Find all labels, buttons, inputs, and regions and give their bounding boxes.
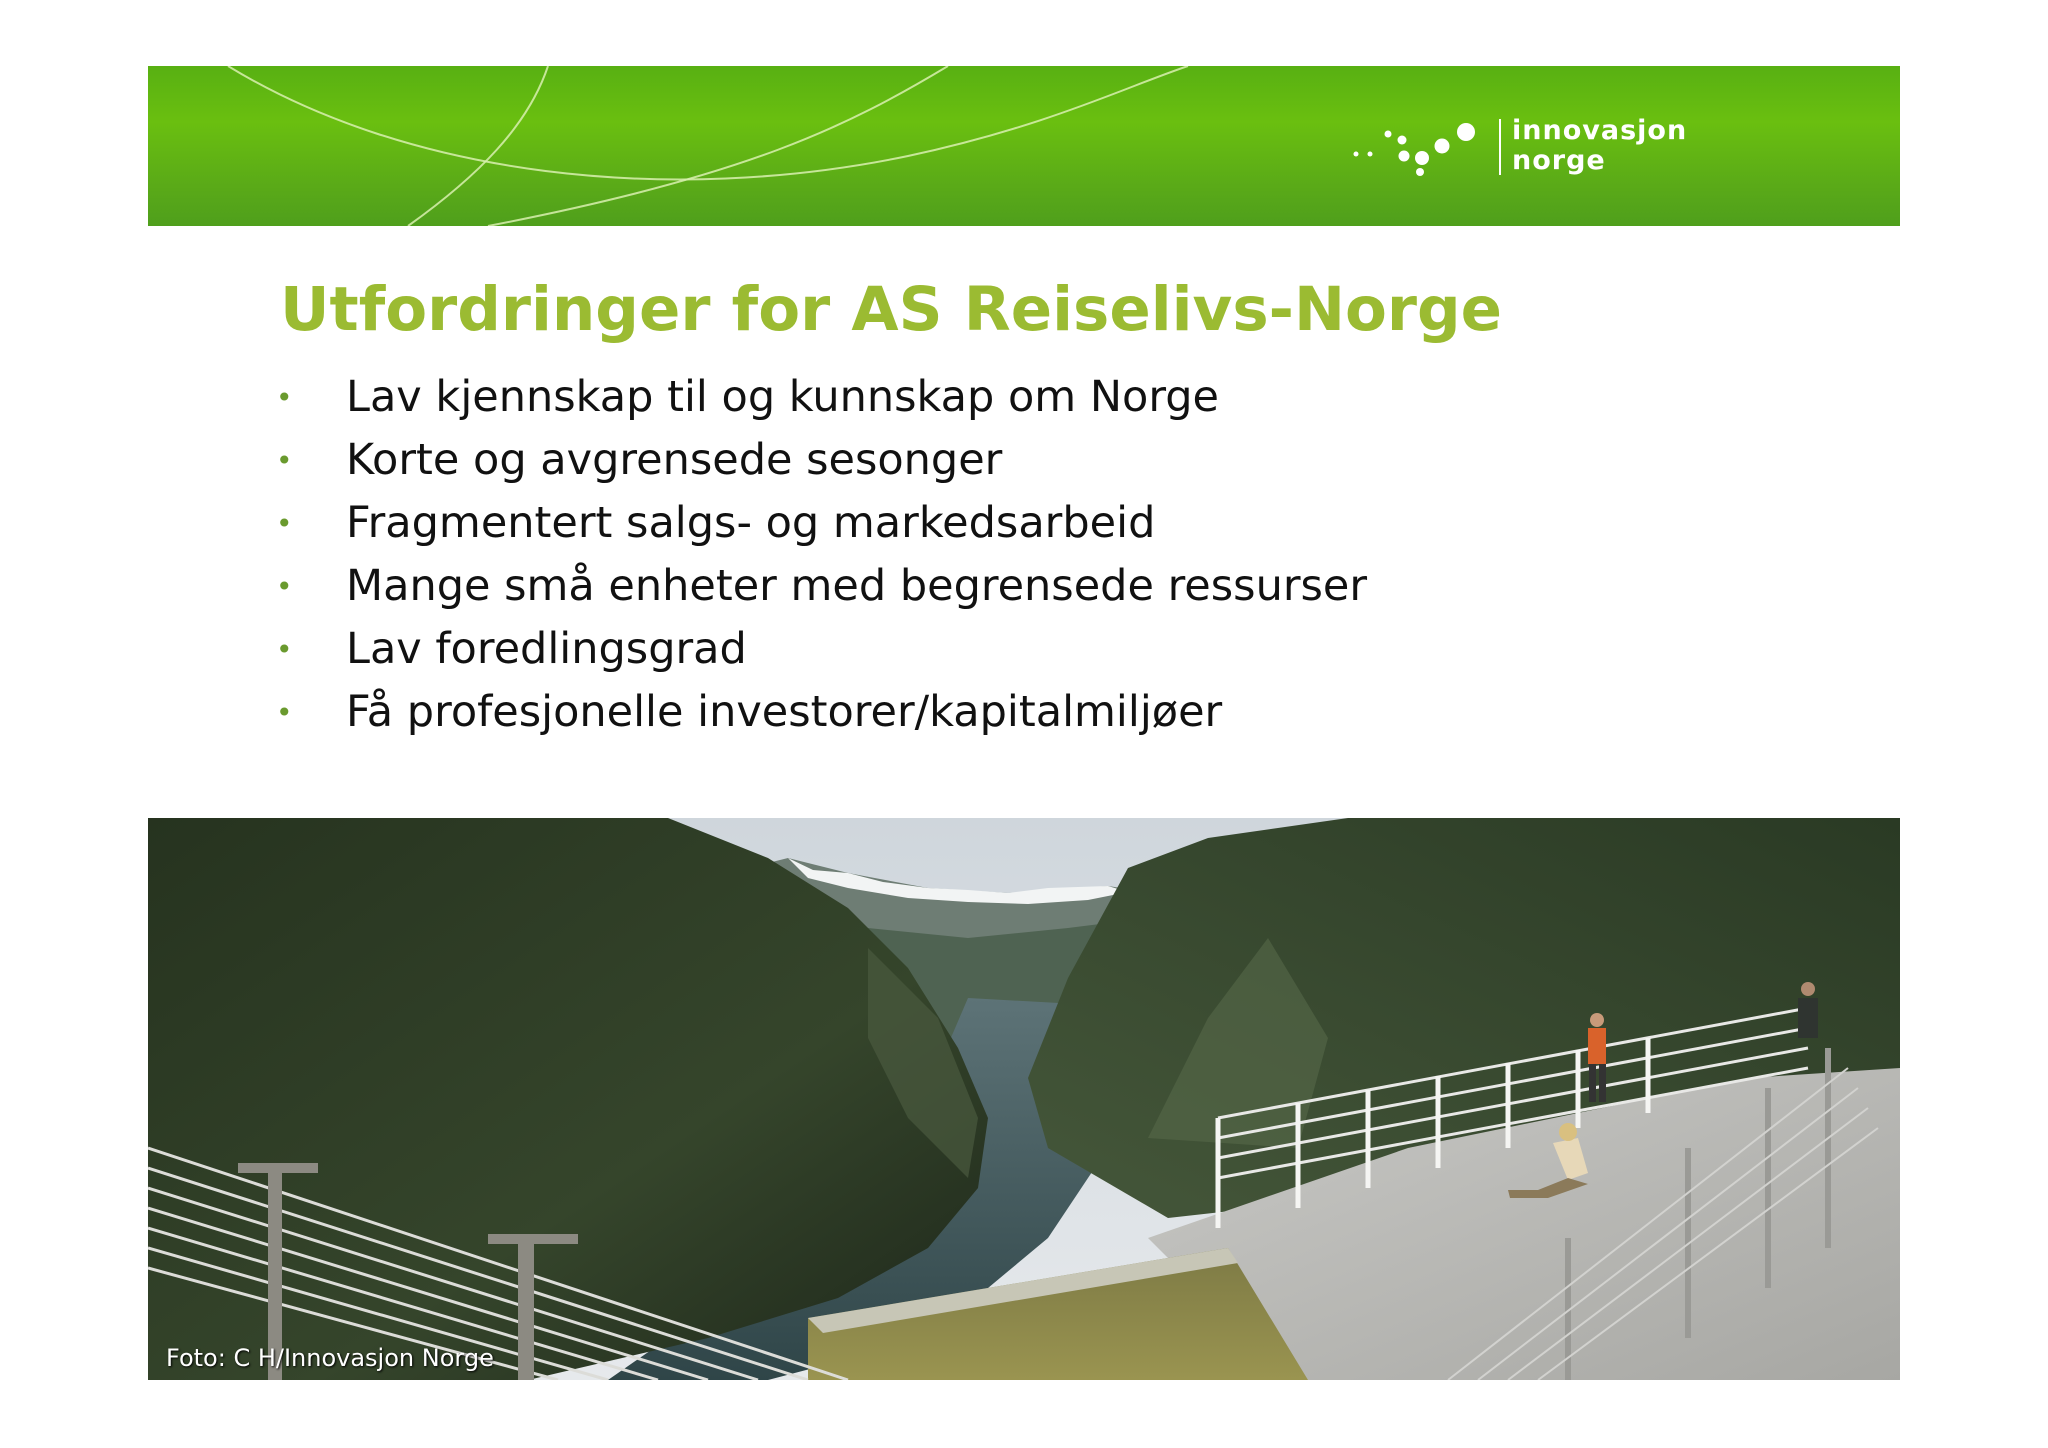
slide-title: Utfordringer for AS Reiselivs-Norge <box>280 274 1503 345</box>
bullet-text: Korte og avgrensede sesonger <box>346 435 1003 485</box>
bullet-text: Mange små enheter med begrensede ressurser <box>346 561 1368 611</box>
fjord-illustration <box>148 818 1900 1380</box>
innovasjon-norge-logo <box>1348 114 1868 184</box>
bullet-text: Fragmentert salgs- og markedsarbeid <box>346 498 1156 548</box>
bullet-icon: • <box>276 696 293 729</box>
bullet-text: Lav kjennskap til og kunnskap om Norge <box>346 372 1219 422</box>
bullet-icon: • <box>276 381 293 414</box>
bullet-icon: • <box>276 507 293 540</box>
bullet-icon: • <box>276 570 293 603</box>
photo-caption: Foto: C H/Innovasjon Norge <box>166 1344 494 1372</box>
logo-wordmark <box>1512 116 1687 176</box>
bullet-text: Lav foredlingsgrad <box>346 624 747 674</box>
logo-line-2: norge <box>1512 145 1606 176</box>
fjord-viewpoint-photo <box>148 818 1900 1380</box>
logo-dots-icon <box>1348 114 1498 184</box>
bullet-icon: • <box>276 633 293 666</box>
bullet-text: Få profesjonelle investorer/kapitalmiljøer <box>346 687 1223 737</box>
header-banner <box>148 66 1900 226</box>
bullet-icon: • <box>276 444 293 477</box>
logo-line-1: innovasjon <box>1512 115 1688 146</box>
logo-divider <box>1499 119 1501 175</box>
